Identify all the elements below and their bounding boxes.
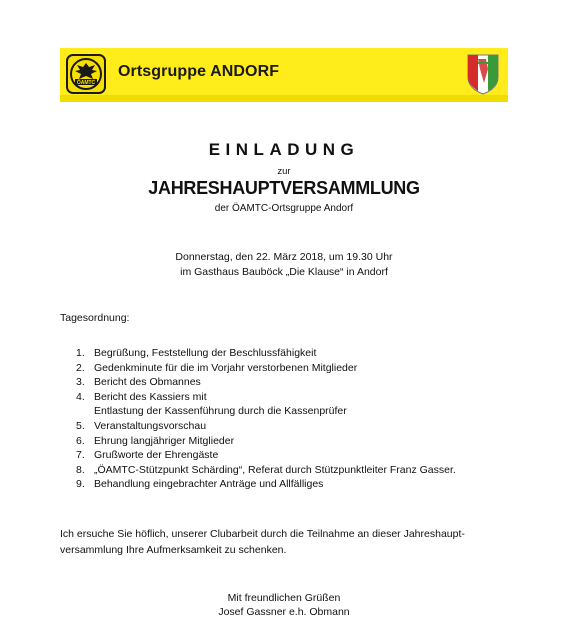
town-crest-icon <box>466 53 500 95</box>
agenda-number: 1. <box>76 347 85 359</box>
event-title: JAHRESHAUPTVERSAMMLUNG <box>148 178 420 198</box>
eagle-logo-icon <box>68 56 104 92</box>
agenda-text: Entlastung der Kassenführung durch die Kassenprüfer <box>94 405 347 418</box>
agenda-list <box>76 346 456 492</box>
agenda-number: 2. <box>76 361 85 374</box>
signature-name: Josef Gassner e.h. Obmann <box>218 606 350 618</box>
agenda-text: Behandlung eingebrachter Anträge und Allfälliges <box>94 478 324 491</box>
agenda-item <box>76 477 456 492</box>
oamtc-logo <box>66 54 106 94</box>
closing-paragraph <box>60 527 500 558</box>
agenda-number: 3. <box>76 376 85 389</box>
agenda-item <box>76 463 456 478</box>
agenda-item <box>76 448 456 463</box>
agenda-item <box>76 404 456 419</box>
agenda-item <box>76 375 456 390</box>
header-banner <box>60 48 508 102</box>
header-band <box>60 95 508 102</box>
agenda-text: Gedenkminute für die im Vorjahr verstorbenen Mitglieder <box>94 361 358 374</box>
agenda-text: Veranstaltungsvorschau <box>94 419 207 432</box>
agenda-number: 4. <box>76 390 85 403</box>
title-zur: zur <box>277 166 291 177</box>
agenda-number: 9. <box>76 478 85 491</box>
agenda-number: 8. <box>76 463 85 476</box>
agenda-text: Grußworte der Ehrengäste <box>94 449 219 462</box>
agenda-item <box>76 419 456 434</box>
agenda-text: Begrüßung, Feststellung der Beschlussfähigkeit <box>94 347 317 359</box>
org-line: der ÖAMTC-Ortsgruppe Andorf <box>214 203 354 214</box>
event-place: im Gasthaus Bauböck „Die Klause“ in Andorf <box>180 266 388 278</box>
agenda-number: 5. <box>76 419 85 432</box>
agenda-number <box>76 404 94 419</box>
agenda-item <box>76 434 456 449</box>
agenda-item <box>76 390 456 405</box>
agenda-number: 6. <box>76 434 85 447</box>
logo-text: ÖAMTC <box>76 79 96 86</box>
agenda-item <box>76 361 456 376</box>
page-title: EINLADUNG <box>208 140 360 159</box>
agenda-label: Tagesordnung: <box>60 312 130 324</box>
agenda-text: Bericht des Obmannes <box>94 376 201 389</box>
agenda-number: 7. <box>76 449 85 462</box>
closing-line: Ich ersuche Sie höflich, unserer Clubarbeit durch die Teilnahme an dieser Jahreshaupt- <box>60 528 465 540</box>
agenda-text: „ÖAMTC-Stützpunkt Schärding“, Referat durch Stützpunktleiter Franz Gasser. <box>94 463 456 476</box>
event-date: Donnerstag, den 22. März 2018, um 19.30 Uhr <box>175 251 393 263</box>
greeting: Mit freundlichen Grüßen <box>227 592 341 604</box>
agenda-text: Ehrung langjähriger Mitglieder <box>94 434 235 447</box>
agenda-item <box>76 346 456 361</box>
closing-line: versammlung Ihre Aufmerksamkeit zu schenken. <box>60 543 287 556</box>
agenda-text: Bericht des Kassiers mit <box>94 390 207 403</box>
org-name: Ortsgruppe ANDORF <box>118 63 280 80</box>
